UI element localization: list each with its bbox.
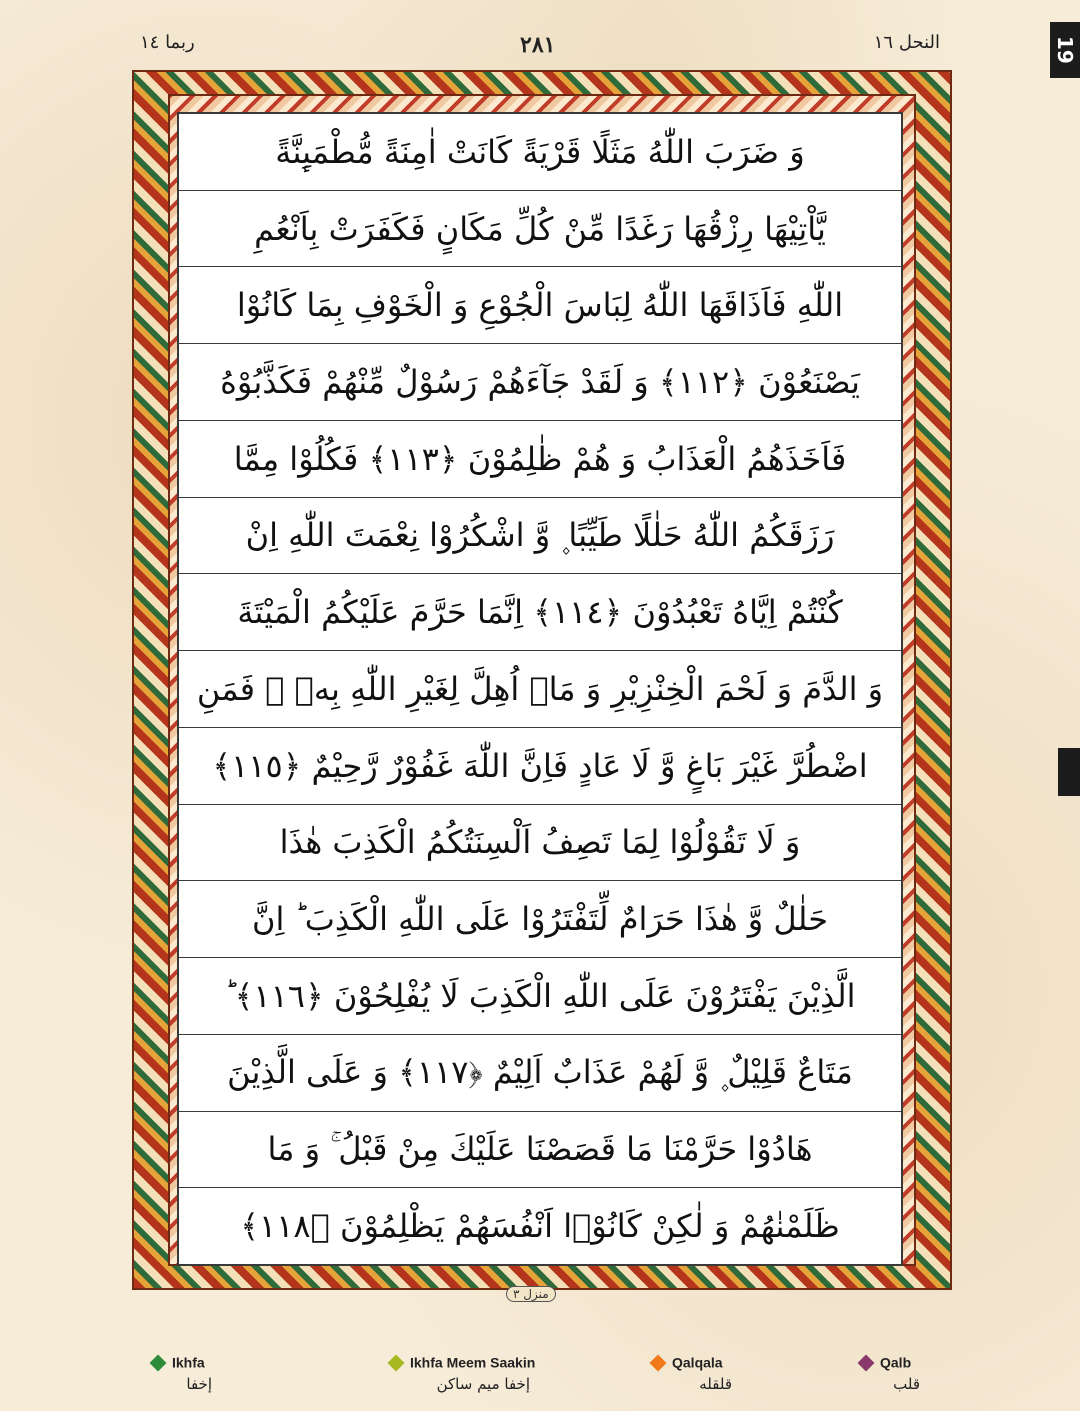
legend-label-en: Qalb	[880, 1354, 912, 1371]
text-line: الَّذِيْنَ يَفْتَرُوْنَ عَلَى اللّٰهِ الْكَذِبَ لَا يُفْلِحُوْنَ ﴿١١٦﴾ ؕ	[179, 958, 901, 1035]
text-line: يَصْنَعُوْنَ ﴿١١٢﴾ وَ لَقَدْ جَآءَهُمْ رَسُوْلٌ مِّنْهُمْ فَكَذَّبُوْهُ	[179, 344, 901, 421]
page-number: ٢٨١	[520, 32, 556, 58]
legend-item-ikhfa	[152, 1352, 212, 1393]
text-line: وَ الدَّمَ وَ لَحْمَ الْخِنْزِيْرِ وَ مَاۤ اُهِلَّ لِغَيْرِ اللّٰهِ بِهٖ ۚ فَمَنِ	[179, 651, 901, 728]
tajweed-legend	[0, 1352, 1080, 1411]
text-line: اضْطُرَّ غَيْرَ بَاغٍ وَّ لَا عَادٍ فَاِنَّ اللّٰهَ غَفُوْرٌ رَّحِيْمٌ ﴿١١٥﴾	[179, 728, 901, 805]
text-line: مَتَاعٌ قَلِيْلٌ ۪ وَّ لَهُمْ عَذَابٌ اَلِيْمٌ ﴿١١٧﴾ وَ عَلَى الَّذِيْنَ	[179, 1035, 901, 1112]
text-line: وَ لَا تَقُوْلُوْا لِمَا تَصِفُ اَلْسِنَتُكُمُ الْكَذِبَ هٰذَا	[179, 805, 901, 882]
legend-label-en: Ikhfa	[172, 1354, 205, 1371]
diamond-icon	[388, 1354, 405, 1371]
legend-item-qalqala	[652, 1352, 732, 1393]
para-tab: 19	[1050, 22, 1080, 78]
text-line: كُنْتُمْ اِيَّاهُ تَعْبُدُوْنَ ﴿١١٤﴾ اِنَّمَا حَرَّمَ عَلَيْكُمُ الْمَيْتَةَ	[179, 574, 901, 651]
legend-label-en: Qalqala	[672, 1354, 723, 1371]
diamond-icon	[650, 1354, 667, 1371]
text-line: فَاَخَذَهُمُ الْعَذَابُ وَ هُمْ ظٰلِمُوْنَ ﴿١١٣﴾ فَكُلُوْا مِمَّا	[179, 421, 901, 498]
juz-label: ربما ١٤	[140, 32, 195, 53]
legend-label-ur: قلقله	[699, 1375, 732, 1393]
diamond-icon	[858, 1354, 875, 1371]
diamond-icon	[150, 1354, 167, 1371]
legend-label-ur: قلب	[893, 1375, 920, 1393]
surah-label: النحل ١٦	[873, 32, 940, 53]
legend-label-en: Ikhfa Meem Saakin	[410, 1354, 536, 1371]
text-line: رَزَقَكُمُ اللّٰهُ حَلٰلًا طَيِّبًا ۪ وَّ اشْكُرُوْا نِعْمَتَ اللّٰهِ اِنْ	[179, 498, 901, 575]
text-line: يَّاْتِيْهَا رِزْقُهَا رَغَدًا مِّنْ كُلِّ مَكَانٍ فَكَفَرَتْ بِاَنْعُمِ	[179, 191, 901, 268]
legend-label-ur: إخفا ميم ساكن	[436, 1375, 530, 1393]
text-line: هَادُوْا حَرَّمْنَا مَا قَصَصْنَا عَلَيْكَ مِنْ قَبْلُ ۚ وَ مَا	[179, 1112, 901, 1189]
text-line: حَلٰلٌ وَّ هٰذَا حَرَامٌ لِّتَفْتَرُوْا عَلَى اللّٰهِ الْكَذِبَ ؕ اِنَّ	[179, 881, 901, 958]
text-line: ظَلَمْنٰهُمْ وَ لٰكِنْ كَانُوْۤا اَنْفُسَهُمْ يَظْلِمُوْنَ ﴿١١٨﴾	[240, 1207, 840, 1246]
side-tab	[1058, 748, 1080, 796]
quran-text-panel	[177, 112, 903, 1266]
text-line: وَ ضَرَبَ اللّٰهُ مَثَلًا قَرْيَةً كَانَتْ اٰمِنَةً مُّطْمَىِٕنَّةً	[179, 114, 901, 191]
legend-label-ur: إخفا	[186, 1375, 212, 1393]
manzil-label: منزل ٣	[506, 1286, 556, 1302]
text-line: اللّٰهِ فَاَذَاقَهَا اللّٰهُ لِبَاسَ الْجُوْعِ وَ الْخَوْفِ بِمَا كَانُوْا	[179, 267, 901, 344]
page-header	[0, 32, 1080, 68]
legend-item-ikhfa-meem-saakin	[390, 1352, 535, 1393]
legend-item-qalb	[860, 1352, 920, 1393]
